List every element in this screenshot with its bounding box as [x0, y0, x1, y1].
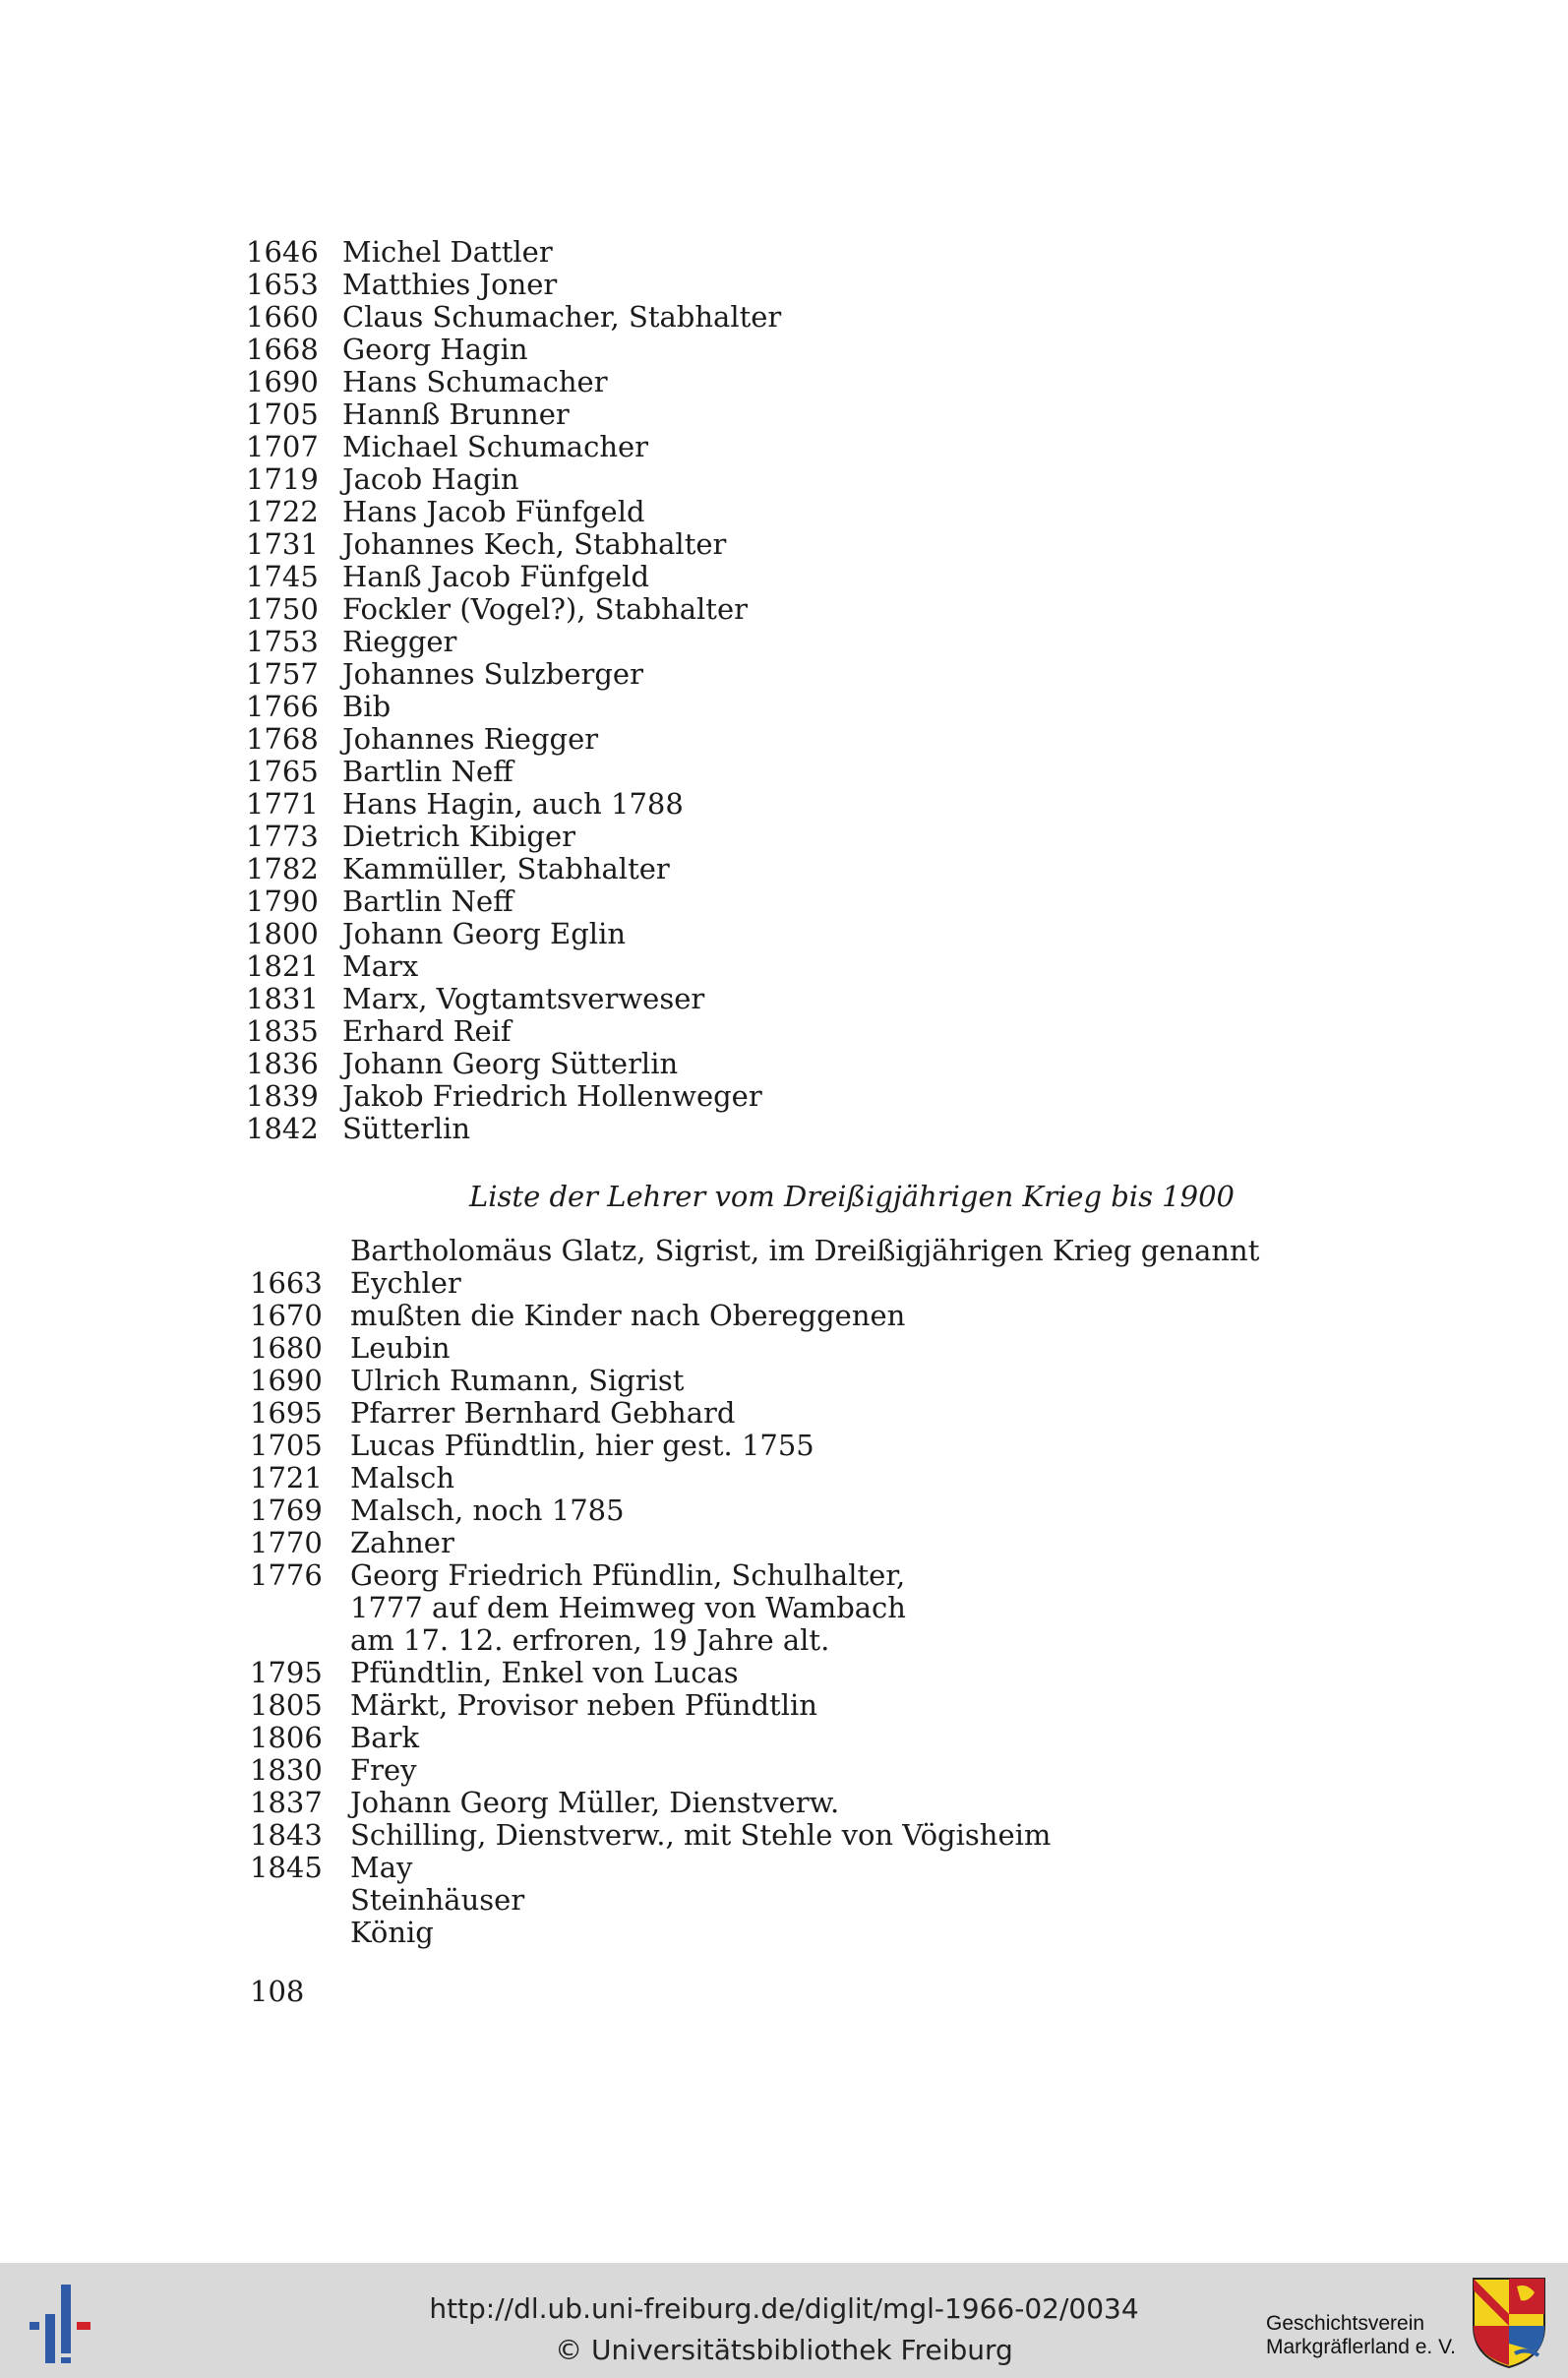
entry-year: 1782 [246, 852, 319, 885]
entry-year: 1831 [246, 982, 319, 1015]
entry-name: am 17. 12. erfroren, 19 Jahre alt. [350, 1623, 830, 1657]
entry-year: 1670 [250, 1299, 323, 1332]
entry-name: Riegger [342, 625, 457, 658]
entry-name: Bib [342, 690, 392, 723]
entry-name: Steinhäuser [350, 1883, 525, 1917]
entry-year: 1731 [246, 527, 319, 561]
entry-name: Malsch, noch 1785 [350, 1494, 625, 1527]
entry-name: Bartholomäus Glatz, Sigrist, im Dreißigjährigen Krieg genannt [350, 1234, 1260, 1267]
entry-name: Hans Hagin, auch 1788 [342, 787, 684, 821]
entry-name: Eychler [350, 1266, 461, 1300]
entry-year: 1721 [250, 1461, 323, 1494]
coat-of-arms-icon [1470, 2275, 1548, 2369]
entry-year: 1773 [246, 820, 319, 853]
entry-name: mußten die Kinder nach Obereggenen [350, 1299, 906, 1332]
entry-year: 1646 [246, 235, 319, 269]
entry-year: 1719 [246, 462, 319, 496]
entry-year: 1770 [250, 1526, 323, 1559]
entry-year: 1768 [246, 722, 319, 756]
entry-year: 1806 [250, 1721, 323, 1754]
entry-year: 1653 [246, 268, 319, 301]
entry-name: Märkt, Provisor neben Pfündtlin [350, 1688, 817, 1722]
entry-year: 1771 [246, 787, 319, 821]
entry-year: 1766 [246, 690, 319, 723]
entry-name: Bartlin Neff [342, 884, 513, 918]
entry-name: Johannes Kech, Stabhalter [342, 527, 727, 561]
entry-year: 1845 [250, 1851, 323, 1884]
entry-name: Hanß Jacob Fünfgeld [342, 560, 650, 593]
entry-name: Pfarrer Bernhard Gebhard [350, 1396, 736, 1430]
page-number: 108 [250, 1975, 305, 2008]
entry-name: May [350, 1851, 413, 1884]
entry-year: 1680 [250, 1331, 323, 1365]
entry-year: 1821 [246, 949, 319, 983]
entry-year: 1695 [250, 1396, 323, 1430]
entry-year: 1663 [250, 1266, 323, 1300]
heading-text: Liste der Lehrer vom Dreißigjährigen Krieg bis 1900 [469, 1180, 1235, 1213]
entry-name: Georg Friedrich Pfündlin, Schulhalter, [350, 1558, 906, 1592]
entry-name: Georg Hagin [342, 333, 528, 366]
entry-name: Bark [350, 1721, 420, 1754]
entry-name: Michel Dattler [342, 235, 553, 269]
entry-year: 1660 [246, 300, 319, 334]
entry-year: 1722 [246, 495, 319, 528]
entry-year: 1705 [250, 1429, 323, 1462]
entry-year: 1836 [246, 1047, 319, 1080]
entry-name: Claus Schumacher, Stabhalter [342, 300, 782, 334]
entry-year: 1753 [246, 625, 319, 658]
entry-year: 1765 [246, 755, 319, 788]
entry-name: Bartlin Neff [342, 755, 513, 788]
entry-name: Fockler (Vogel?), Stabhalter [342, 592, 748, 626]
entry-year: 1690 [246, 365, 319, 398]
entry-name: Marx, Vogtamtsverweser [342, 982, 705, 1015]
entry-name: Erhard Reif [342, 1014, 512, 1048]
entry-name: Michael Schumacher [342, 430, 649, 463]
entry-year: 1668 [246, 333, 319, 366]
entry-year: 1790 [246, 884, 319, 918]
entry-name: Hans Schumacher [342, 365, 608, 398]
entry-name: Jacob Hagin [342, 462, 519, 496]
entry-name: Lucas Pfündtlin, hier gest. 1755 [350, 1429, 814, 1462]
entry-name: Dietrich Kibiger [342, 820, 575, 853]
entry-name: Pfündtlin, Enkel von Lucas [350, 1656, 739, 1689]
entry-name: Johannes Riegger [342, 722, 599, 756]
entry-name: Jakob Friedrich Hollenweger [342, 1079, 762, 1113]
entry-year: 1805 [250, 1688, 323, 1722]
entry-year: 1830 [250, 1753, 323, 1787]
entry-name: Hannß Brunner [342, 397, 570, 431]
entry-year: 1837 [250, 1786, 323, 1819]
entry-name: Kammüller, Stabhalter [342, 852, 670, 885]
entry-name: Johann Georg Eglin [342, 917, 627, 950]
entry-year: 1795 [250, 1656, 323, 1689]
entry-year: 1769 [250, 1494, 323, 1527]
entry-year: 1757 [246, 657, 319, 691]
entry-year: 1705 [246, 397, 319, 431]
entry-name: Schilling, Dienstverw., mit Stehle von Vögisheim [350, 1818, 1052, 1852]
entry-year: 1750 [246, 592, 319, 626]
entry-name: Sütterlin [342, 1112, 471, 1145]
entry-name: Johann Georg Sütterlin [342, 1047, 679, 1080]
entry-name: Frey [350, 1753, 417, 1787]
copyright-text: © Universitätsbibliothek Freiburg [555, 2334, 1013, 2366]
entry-name: Matthies Joner [342, 268, 558, 301]
entry-name: Leubin [350, 1331, 451, 1365]
entry-year: 1776 [250, 1558, 323, 1592]
entry-name: Zahner [350, 1526, 454, 1559]
society-line-2: Markgräflerland e. V. [1266, 2336, 1456, 2358]
entry-name: Ulrich Rumann, Sigrist [350, 1364, 685, 1397]
entry-year: 1745 [246, 560, 319, 593]
entry-year: 1835 [246, 1014, 319, 1048]
footer-bar [0, 2263, 1568, 2378]
entry-name: König [350, 1916, 434, 1949]
entry-name: Johann Georg Müller, Dienstverw. [350, 1786, 840, 1819]
society-line-1: Geschichtsverein [1266, 2312, 1425, 2335]
entry-year: 1690 [250, 1364, 323, 1397]
entry-year: 1842 [246, 1112, 319, 1145]
entry-name: Malsch [350, 1461, 455, 1494]
entry-name: Hans Jacob Fünfgeld [342, 495, 645, 528]
entry-name: Johannes Sulzberger [342, 657, 643, 691]
entry-year: 1707 [246, 430, 319, 463]
entry-year: 1839 [246, 1079, 319, 1113]
entry-name: Marx [342, 949, 419, 983]
society-name [1266, 2312, 1456, 2359]
entry-name: 1777 auf dem Heimweg von Wambach [350, 1591, 906, 1624]
entry-year: 1800 [246, 917, 319, 950]
entry-year: 1843 [250, 1818, 323, 1852]
source-url[interactable]: http://dl.ub.uni-freiburg.de/diglit/mgl-1966-02/0034 [429, 2292, 1139, 2325]
